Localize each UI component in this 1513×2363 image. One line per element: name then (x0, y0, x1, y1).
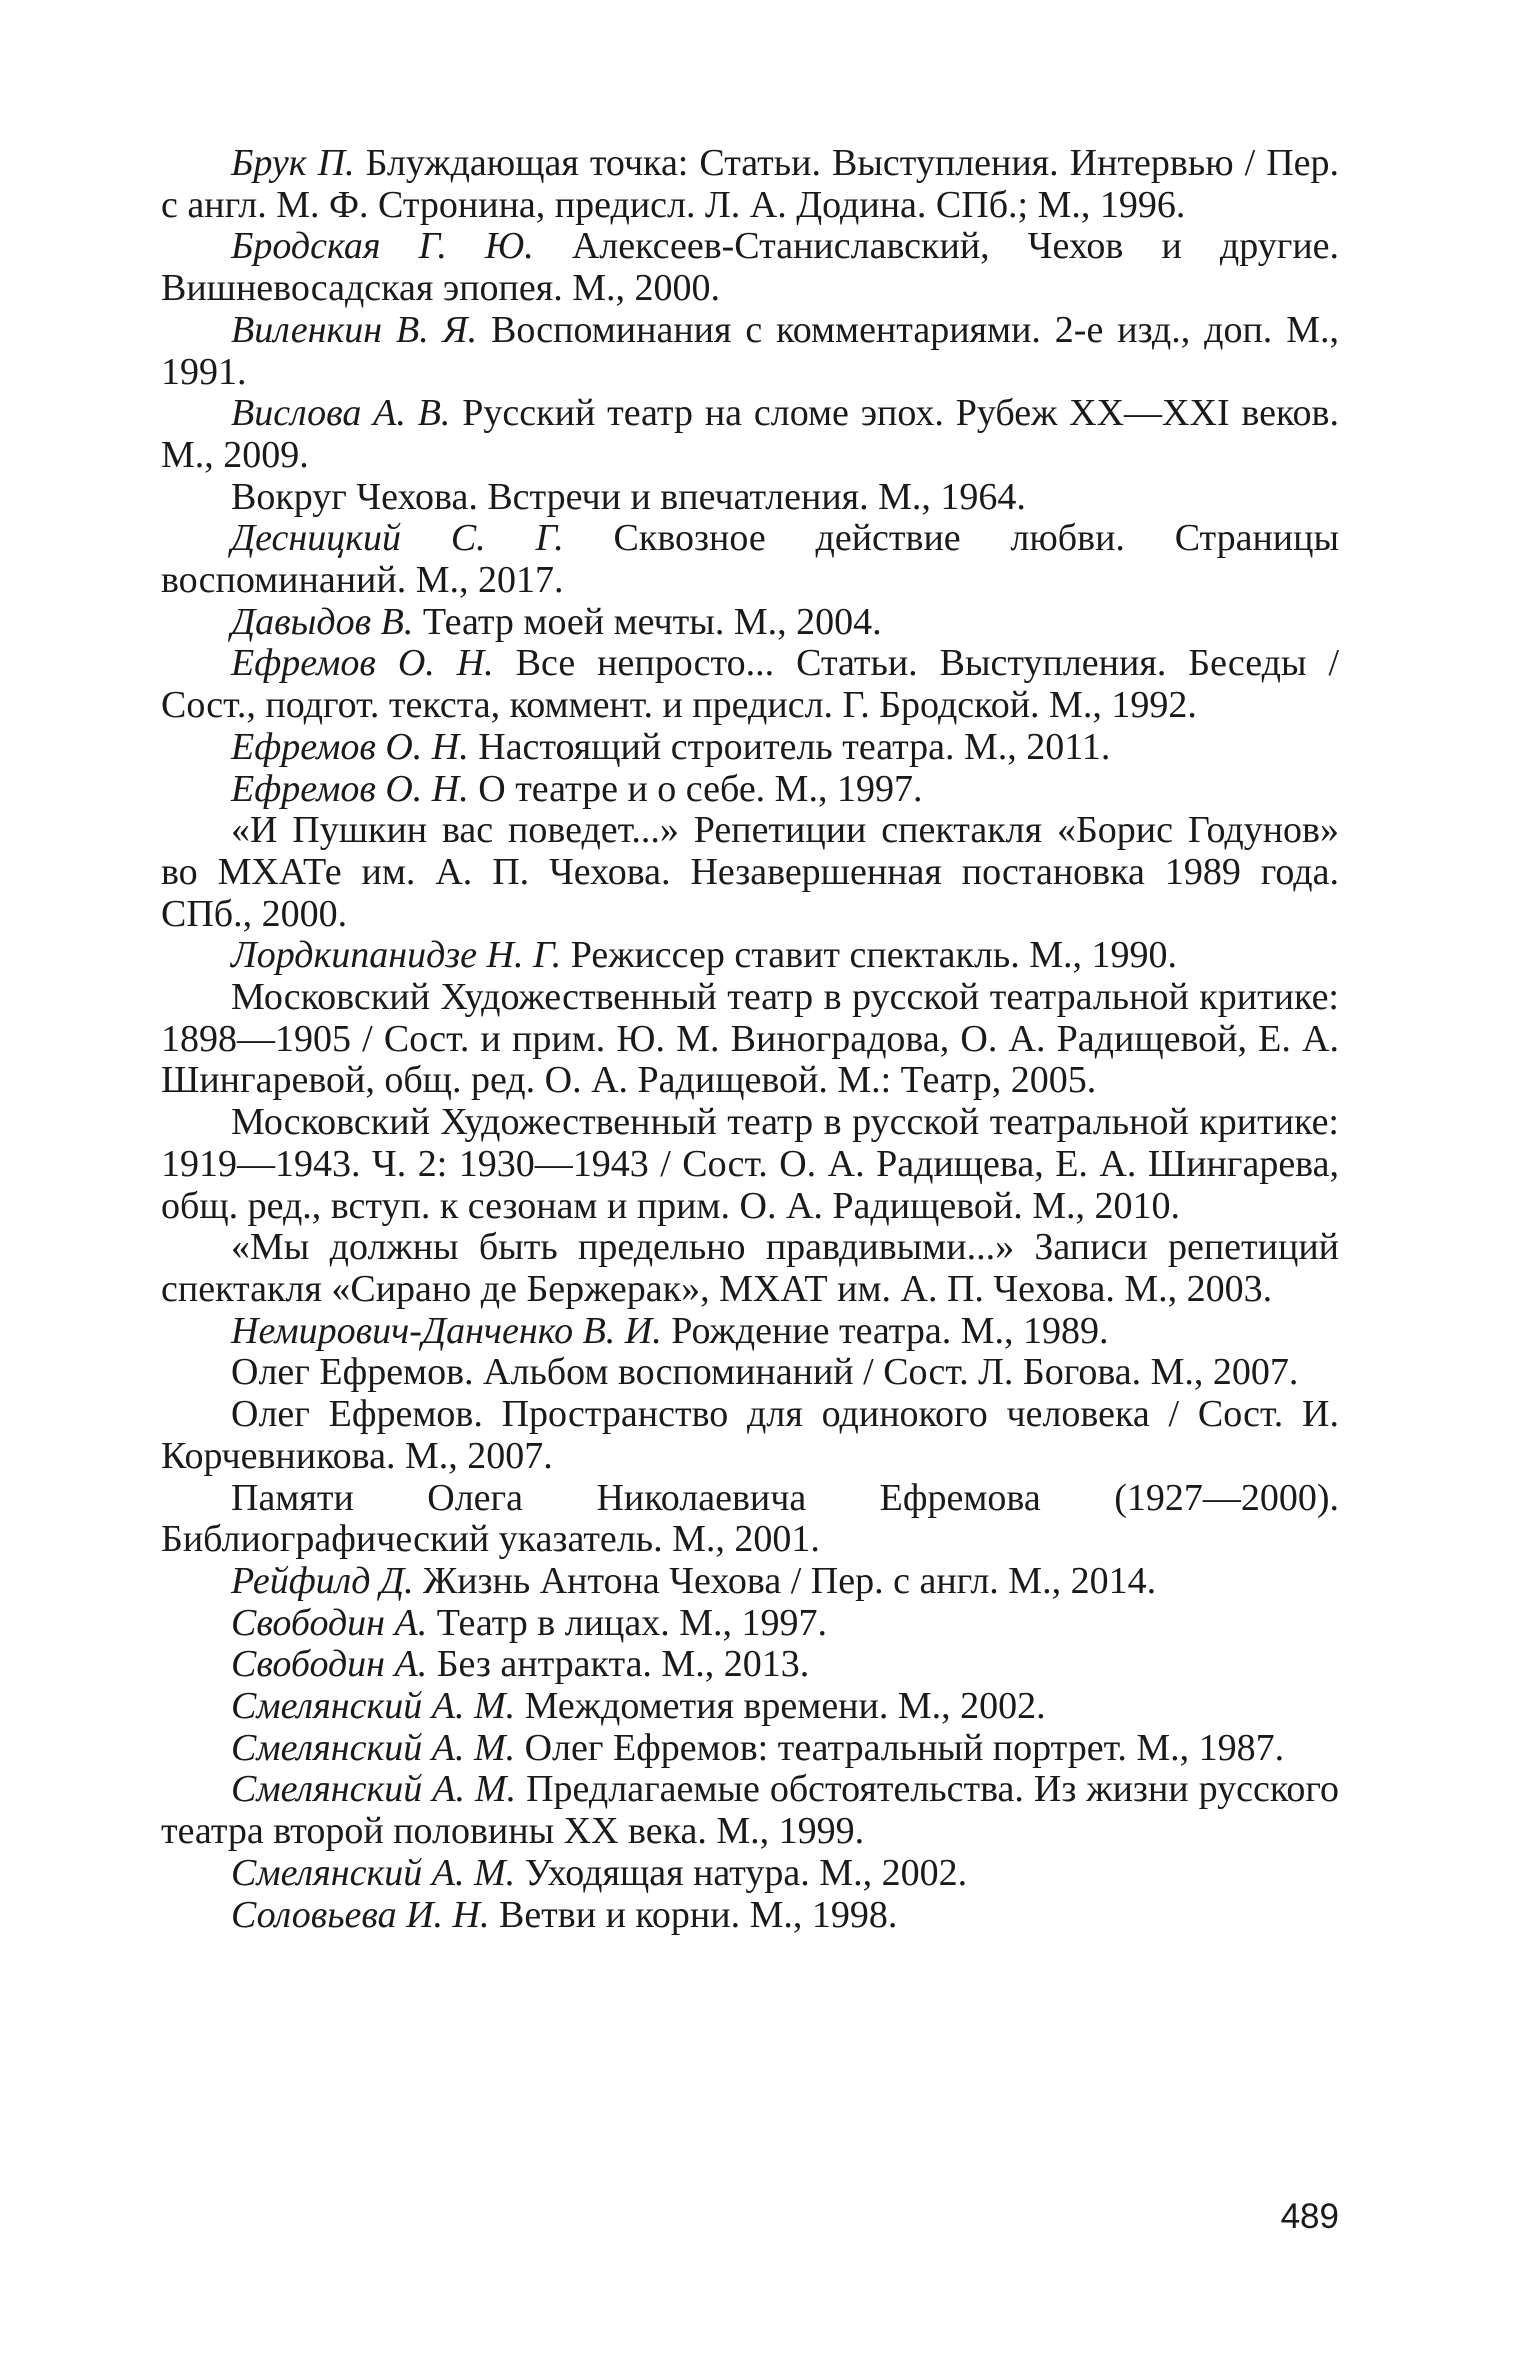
entry-author: Бродская Г. Ю. (231, 225, 534, 268)
entry-text: Предлагаемые обстоятельства. Из жизни русского театра второй половины XX века. М., 1999. (161, 1768, 1340, 1853)
entry-text: «И Пушкин вас поведет...» Репетиции спектакля «Борис Годунов» во МХАТе им. А. П. Чехова. Незавершенная постановка 1989 года. СПб., 2000. (161, 809, 1339, 935)
bibliography-entry (161, 1686, 1339, 1728)
bibliography-entry (161, 643, 1339, 726)
entry-text: Воспоминания с комментариями. 2-е изд., доп. М., 1991. (161, 308, 1339, 393)
bibliography-entry (161, 1769, 1339, 1852)
entry-text: «Мы должны быть предельно правдивыми...» Записи репетиций спектакля «Сирано де Бержерак», МХАТ им. А. П. Чехова. М., 2003. (161, 1226, 1339, 1310)
entry-text: Рождение театра. М., 1989. (671, 1309, 1109, 1352)
entry-text: Ветви и корни. М., 1998. (498, 1893, 898, 1936)
entry-author: Смелянский А. М. (231, 1685, 516, 1728)
entry-author: Виленкин В. Я. (231, 308, 478, 351)
entry-author: Свободин А. (231, 1643, 428, 1686)
entry-author: Смелянский А. М. (231, 1851, 516, 1894)
entry-author: Рейфилд Д. (231, 1559, 414, 1602)
bibliography-entry (161, 1603, 1339, 1645)
entry-text: Все непросто... Статьи. Выступления. Беседы / Сост., подгот. текста, коммент. и предисл. Г. Бродской. М., 1992. (161, 642, 1340, 727)
bibliography-entry (161, 226, 1339, 309)
entry-text: Олег Ефремов: театральный портрет. М., 1987. (524, 1726, 1285, 1769)
entry-author: Брук П. (231, 142, 355, 184)
page-number: 489 (1280, 2197, 1339, 2236)
entry-author: Немирович-Данченко В. И. (231, 1309, 662, 1352)
bibliography-entry (161, 1227, 1339, 1310)
entry-text: Жизнь Антона Чехова / Пер. с англ. М., 2014. (423, 1559, 1157, 1602)
bibliography-entry (161, 602, 1339, 644)
entry-text: Памяти Олега Николаевича Ефремова (1927—2000). Библиографический указатель. М., 2001. (161, 1476, 1339, 1561)
entry-text: Вокруг Чехова. Встречи и впечатления. М., 1964. (231, 475, 1026, 518)
entry-text: Блуждающая точка: Статьи. Выступления. Интервью / Пер. с англ. М. Ф. Стронина, предисл. Л. А. Додина. СПб.; М., 1996. (161, 142, 1340, 226)
entry-author: Смелянский А. М. (231, 1726, 516, 1769)
entry-text: Театр моей мечты. М., 2004. (422, 600, 882, 643)
entry-text: Междометия времени. М., 2002. (524, 1685, 1046, 1728)
entry-author: Вислова А. В. (231, 392, 451, 435)
bibliography-entry (161, 1728, 1339, 1770)
bibliography-entry (161, 1853, 1339, 1895)
entry-text: Без антракта. М., 2013. (436, 1643, 810, 1686)
bibliography-entry (161, 1102, 1339, 1227)
bibliography-entry (161, 393, 1339, 476)
entry-author: Лордкипанидзе Н. Г. (231, 934, 562, 977)
bibliography-entry (161, 1561, 1339, 1603)
entry-text: Русский театр на сломе эпох. Рубеж XX—XXI веков. М., 2009. (161, 392, 1339, 476)
entry-author: Ефремов О. Н. (231, 642, 494, 685)
bibliography-entry (161, 143, 1339, 226)
entry-author: Ефремов О. Н. (231, 767, 469, 810)
bibliography-entry (161, 1644, 1339, 1686)
entry-author: Десницкий С. Г. (231, 517, 564, 560)
bibliography-list (161, 143, 1339, 1936)
entry-author: Свободин А. (231, 1601, 428, 1644)
entry-author: Давыдов В. (231, 600, 414, 643)
entry-text: Олег Ефремов. Пространство для одинокого человека / Сост. И. Корчевникова. М., 2007. (161, 1393, 1339, 1477)
entry-text: Сквозное действие любви. Страницы воспоминаний. М., 2017. (161, 517, 1340, 602)
entry-text: Уходящая натура. М., 2002. (524, 1851, 968, 1894)
entry-author: Соловьева И. Н. (231, 1893, 490, 1936)
bibliography-entry (161, 1311, 1339, 1353)
entry-author: Смелянский А. М. (231, 1768, 517, 1811)
bibliography-entry (161, 810, 1339, 935)
bibliography-entry (161, 1352, 1339, 1394)
bibliography-entry (161, 1895, 1339, 1937)
bibliography-entry (161, 727, 1339, 769)
entry-text: О театре и о себе. М., 1997. (478, 767, 923, 810)
entry-text: Театр в лицах. М., 1997. (436, 1601, 828, 1644)
bibliography-entry (161, 1478, 1339, 1561)
entry-text: Олег Ефремов. Альбом воспоминаний / Сост. Л. Богова. М., 2007. (231, 1351, 1299, 1394)
entry-text: Московский Художественный театр в русской театральной критике: 1898—1905 / Сост. и прим. Ю. М. Виноградова, О. А. Радищевой, Е. А. Шингаревой, общ. ред. О. А. Радищевой. М.: Театр, 2005. (161, 976, 1339, 1102)
bibliography-entry (161, 477, 1339, 519)
bibliography-entry (161, 977, 1339, 1102)
bibliography-entry (161, 310, 1339, 393)
bibliography-entry (161, 769, 1339, 811)
entry-text: Режиссер ставит спектакль. М., 1990. (570, 934, 1178, 977)
bibliography-entry (161, 1394, 1339, 1477)
entry-text: Алексеев-Станиславский, Чехов и другие. Вишневосадская эпопея. М., 2000. (161, 225, 1340, 310)
entry-author: Ефремов О. Н. (231, 725, 469, 768)
bibliography-entry (161, 935, 1339, 977)
bibliography-entry (161, 518, 1339, 601)
entry-text: Настоящий строитель театра. М., 2011. (478, 725, 1111, 768)
entry-text: Московский Художественный театр в русской театральной критике: 1919—1943. Ч. 2: 1930—1943 / Сост. О. А. Радищева, Е. А. Шингарева, общ. ред., вступ. к сезонам и прим. О. А. Радищевой. М., 2010. (161, 1101, 1339, 1227)
